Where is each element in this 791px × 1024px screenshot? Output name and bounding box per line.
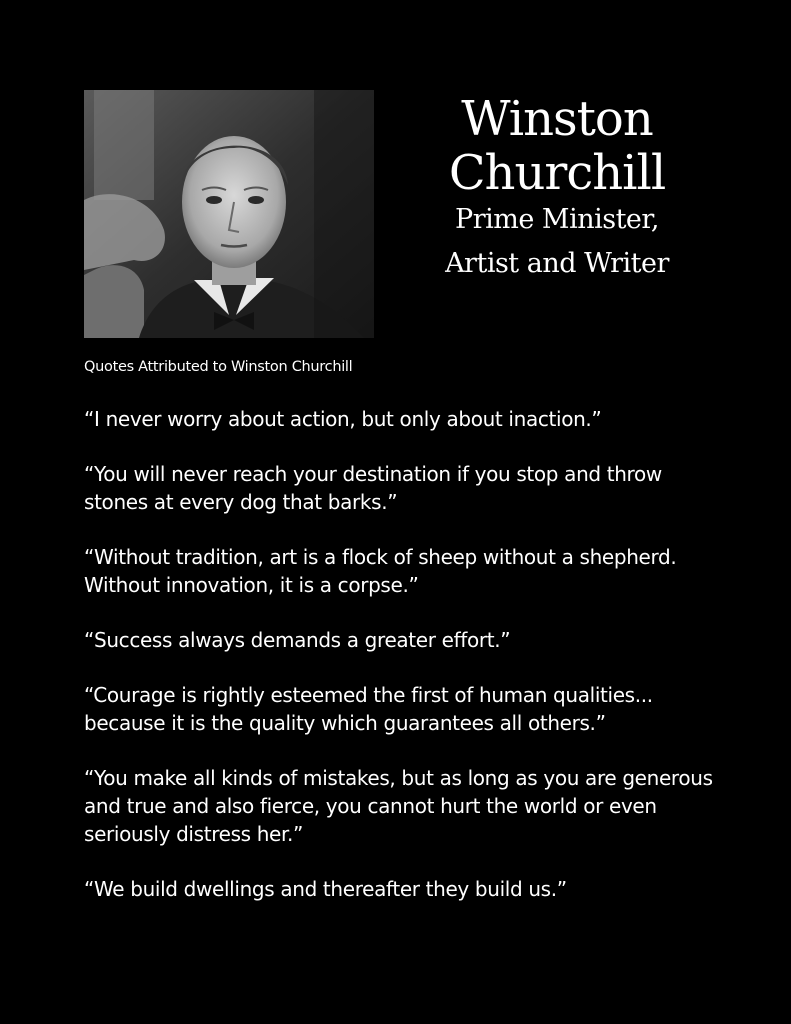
quote-2: “You will never reach your destination if you stop and throw stones at every dog that barks.”	[84, 462, 662, 514]
quote-5: “Courage is rightly esteemed the first of human qualities... because it is the quality which guarantees all others.”	[84, 683, 653, 735]
role-line-2: Artist and Writer	[445, 248, 669, 279]
quote-1: “I never worry about action, but only about inaction.”	[84, 407, 602, 431]
quote-7: “We build dwellings and thereafter they build us.”	[84, 877, 567, 901]
quote-3: “Without tradition, art is a flock of sheep without a shepherd. Without innovation, it is a corpse.”	[84, 545, 677, 597]
section-subtitle: Quotes Attributed to Winston Churchill	[84, 359, 353, 375]
title-block	[392, 92, 722, 286]
portrait-photo	[84, 90, 374, 338]
quote-4: “Success always demands a greater effort.”	[84, 628, 511, 652]
name-last: Churchill	[448, 145, 666, 201]
role-line-1: Prime Minister,	[455, 204, 659, 235]
name-first: Winston	[461, 91, 653, 147]
quote-list	[84, 405, 724, 930]
quote-6: “You make all kinds of mistakes, but as long as you are generous and true and also fierce, you cannot hurt the world or even seriously distress her.”	[84, 766, 713, 846]
